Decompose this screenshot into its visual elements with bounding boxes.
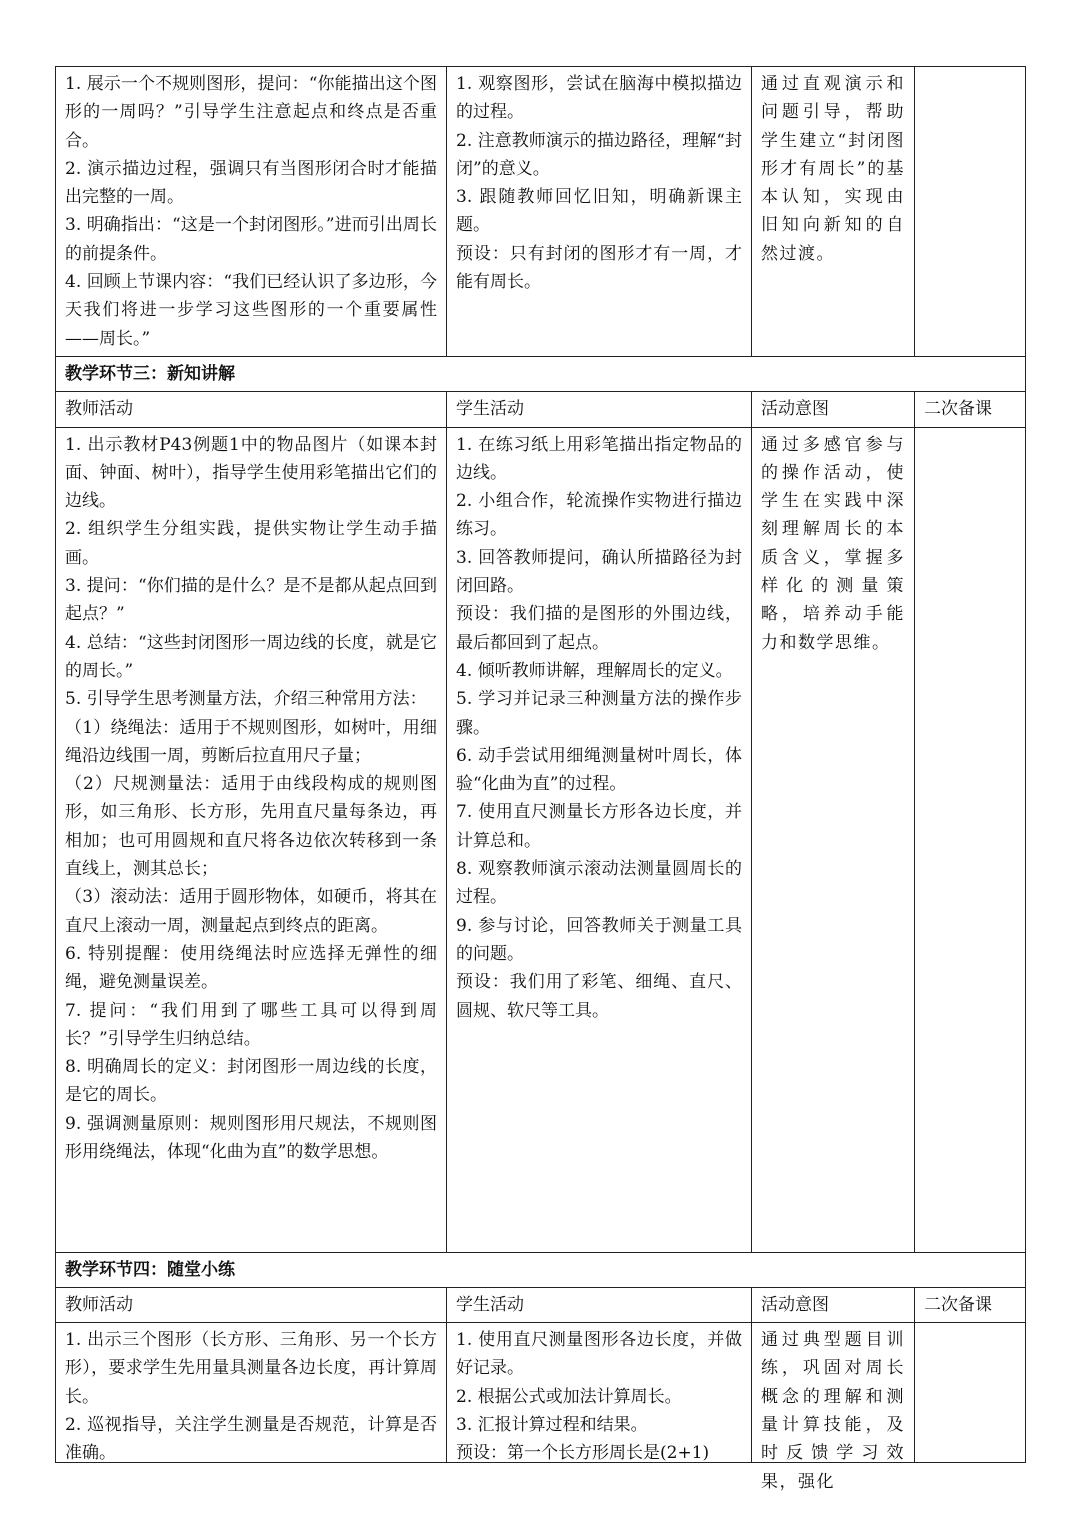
section3-student-cell [447, 427, 752, 1252]
section3-teacher-item: （1）绕绳法：适用于不规则图形，如树叶，用细绳沿边线围一周，剪断后拉直用尺子量； [65, 717, 437, 766]
intro-intent-text: 通过直观演示和问题引导，帮助学生建立“封闭图形才有周长”的基本认知，实现由旧知向新知的自然过渡。 [761, 74, 905, 264]
section3-student-item: 7. 使用直尺测量长方形各边长度，并计算总和。 [456, 802, 742, 851]
section4-teacher-item: 1. 出示三个图形（长方形、三角形、另一个长方形），要求学生先用量具测量各边长度，再计算周长。 [65, 1330, 437, 1407]
intro-teacher-item: 3. 明确指出：“这是一个封闭图形。”进而引出周长的前提条件。 [65, 215, 437, 264]
section3-teacher-item: 6. 特别提醒：使用绕绳法时应选择无弹性的细绳，避免测量误差。 [65, 943, 437, 993]
section3-student-item: 1. 在练习纸上用彩笔描出指定物品的边线。 [456, 434, 742, 483]
section3-student-item: 预设：我们用了彩笔、细绳、直尺、圆规、软尺等工具。 [456, 972, 742, 1021]
intro-student-item: 预设：只有封闭的图形才有一周，才能有周长。 [456, 243, 742, 293]
section4-intent-cell [752, 1323, 915, 1492]
intro-teacher-cell [56, 67, 447, 357]
section3-student-item: 3. 回答教师提问，确认所描路径为封闭回路。 [456, 547, 742, 597]
section3-teacher-item: 4. 总结：“这些封闭图形一周边线的长度，就是它的周长。” [65, 632, 437, 681]
section3-student-item: 2. 小组合作，轮流操作实物进行描边练习。 [456, 491, 742, 540]
section3-student-item: 8. 观察教师演示滚动法测量圆周长的过程。 [456, 859, 742, 908]
section3-title: 教学环节三：新知讲解 [56, 356, 1026, 391]
section3-teacher-item: （2）尺规测量法：适用于由线段构成的规则图形，如三角形、长方形，先用直尺量每条边，再相加；也可用圆规和直尺将各边依次转移到一条直线上，测其总长； [65, 774, 437, 880]
section3-backup-cell [915, 427, 1026, 1252]
section4-student-cell [447, 1323, 752, 1463]
section3-teacher-item: 9. 强调测量原则：规则图形用尺规法，不规则图形用绕绳法，体现“化曲为直”的数学思想。 [65, 1113, 437, 1162]
section4-title-row [56, 1252, 1026, 1287]
header-intent: 活动意图 [752, 392, 915, 427]
lesson-plan-table [55, 66, 1026, 1492]
intro-student-item: 2. 注意教师演示的描边路径，理解“封闭”的意义。 [456, 130, 742, 179]
section3-intent-text: 通过多感官参与的操作活动，使学生在实践中深刻理解周长的本质含义，掌握多样化的测量策略，培养动手能力和数学思维。 [761, 434, 905, 653]
section4-student-item: 2. 根据公式或加法计算周长。 [456, 1386, 682, 1407]
section4-content-row [56, 1323, 1026, 1463]
header-student: 学生活动 [447, 1287, 752, 1322]
intro-teacher-item: 2. 演示描边过程，强调只有当图形闭合时才能描出完整的一周。 [65, 158, 437, 208]
section3-student-item: 5. 学习并记录三种测量方法的操作步骤。 [456, 689, 742, 738]
section3-header-row [56, 392, 1026, 427]
section3-student-item: 9. 参与讨论，回答教师关于测量工具的问题。 [456, 915, 742, 964]
section3-student-item: 预设：我们描的是图形的外围边线，最后都回到了起点。 [456, 604, 742, 653]
section3-content-row [56, 427, 1026, 1252]
section3-teacher-item: 2. 组织学生分组实践，提供实物让学生动手描画。 [65, 519, 437, 568]
section3-intent-cell [752, 427, 915, 1252]
section4-header-row [56, 1287, 1026, 1322]
section4-student-item: 预设：第一个长方形周长是(2+1) [456, 1443, 710, 1464]
header-backup: 二次备课 [915, 1287, 1026, 1322]
intro-intent-cell [752, 67, 915, 357]
section3-teacher-item: 3. 提问：“你们描的是什么？是不是都从起点回到起点？” [65, 576, 437, 625]
section3-teacher-item: 1. 出示教材P43例题1中的物品图片（如课本封面、钟面、树叶），指导学生使用彩笔描出它们的边线。 [65, 434, 437, 512]
header-intent: 活动意图 [752, 1287, 915, 1322]
intro-student-item: 3. 跟随教师回忆旧知，明确新课主题。 [456, 187, 742, 236]
header-teacher: 教师活动 [56, 392, 447, 427]
intro-student-item: 1. 观察图形，尝试在脑海中模拟描边的过程。 [456, 74, 742, 123]
section4-student-item: 1. 使用直尺测量图形各边长度，并做好记录。 [456, 1330, 742, 1379]
section3-teacher-item: 7. 提问：“我们用到了哪些工具可以得到周长？”引导学生归纳总结。 [65, 1000, 437, 1049]
header-teacher: 教师活动 [56, 1287, 447, 1322]
section4-title: 教学环节四：随堂小练 [56, 1252, 1026, 1287]
section3-teacher-item: （3）滚动法：适用于圆形物体，如硬币，将其在直尺上滚动一周，测量起点到终点的距离。 [65, 887, 437, 936]
section4-backup-cell [915, 1323, 1026, 1463]
section3-student-item: 6. 动手尝试用细绳测量树叶周长，体验“化曲为直”的过程。 [456, 745, 742, 795]
section4-intent-text: 通过典型题目训练，巩固对周长概念的理解和测量计算技能，及时反馈学习效果，强化 [761, 1330, 905, 1492]
section3-student-item: 4. 倾听教师讲解，理解周长的定义。 [456, 660, 733, 681]
intro-content-row [56, 67, 1026, 357]
section3-title-row [56, 356, 1026, 391]
intro-backup-cell [915, 67, 1026, 357]
header-student: 学生活动 [447, 392, 752, 427]
section4-teacher-item: 2. 巡视指导，关注学生测量是否规范，计算是否准确。 [65, 1415, 437, 1464]
header-backup: 二次备课 [915, 392, 1026, 427]
intro-student-cell [447, 67, 752, 357]
section4-teacher-cell [56, 1323, 447, 1463]
section4-student-item: 3. 汇报计算过程和结果。 [456, 1415, 648, 1436]
section3-teacher-item: 8. 明确周长的定义：封闭图形一周边线的长度，是它的周长。 [65, 1057, 437, 1106]
intro-teacher-item: 4. 回顾上节课内容：“我们已经认识了多边形，今天我们将进一步学习这些图形的一个重要属性——周长。” [65, 272, 437, 349]
intro-teacher-item: 1. 展示一个不规则图形，提问：“你能描出这个图形的一周吗？”引导学生注意起点和终点是否重合。 [65, 74, 437, 151]
section3-teacher-cell [56, 427, 447, 1252]
section3-teacher-item: 5. 引导学生思考测量方法，介绍三种常用方法： [65, 689, 427, 710]
